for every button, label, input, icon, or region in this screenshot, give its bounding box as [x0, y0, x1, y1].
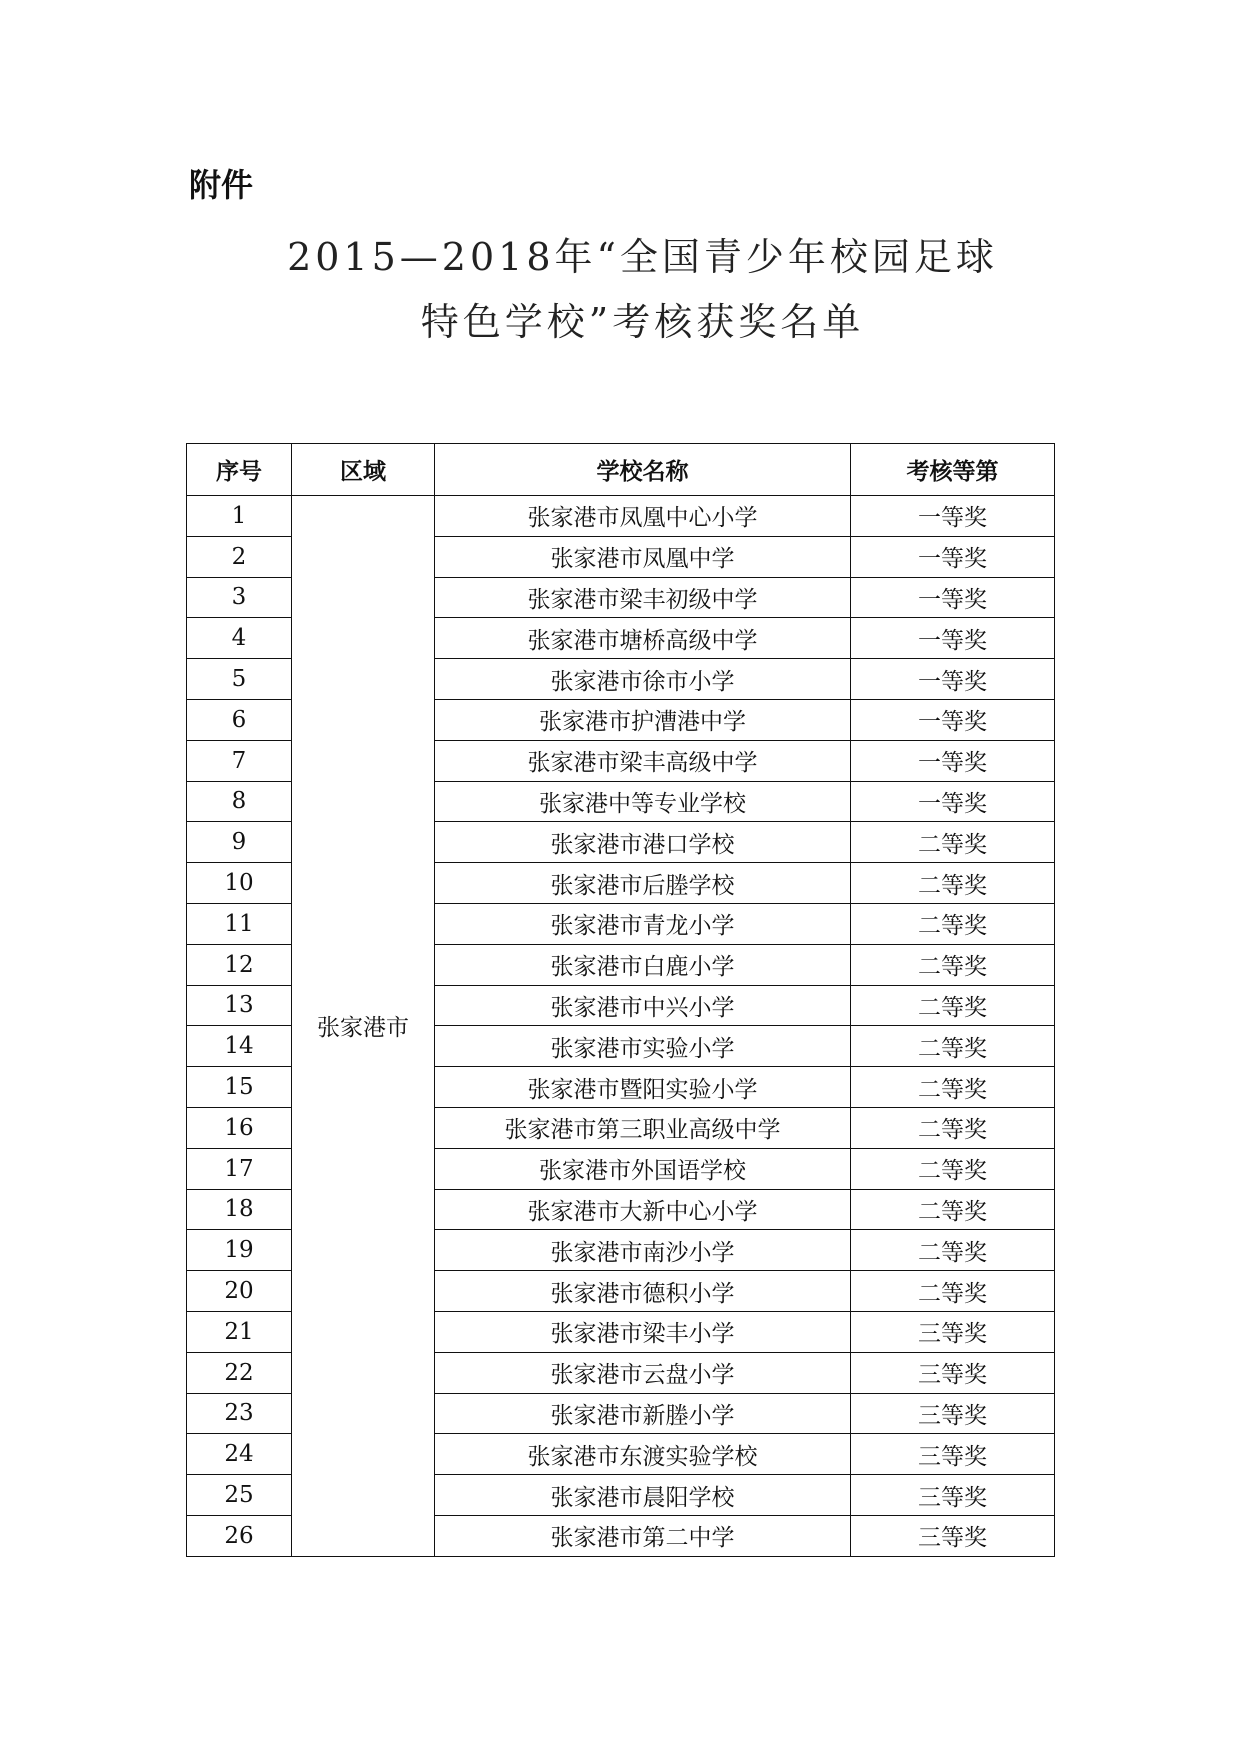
- row-grade: 三等奖: [851, 1352, 1055, 1393]
- row-grade: 一等奖: [851, 781, 1055, 822]
- row-serial-number: 8: [187, 781, 292, 822]
- row-grade: 三等奖: [851, 1434, 1055, 1475]
- row-school-name: 张家港市港口学校: [435, 822, 851, 863]
- row-grade: 一等奖: [851, 536, 1055, 577]
- row-school-name: 张家港市梁丰小学: [435, 1311, 851, 1352]
- row-grade: 一等奖: [851, 618, 1055, 659]
- row-school-name: 张家港市东渡实验学校: [435, 1434, 851, 1475]
- row-serial-number: 23: [187, 1393, 292, 1434]
- row-serial-number: 19: [187, 1230, 292, 1271]
- row-school-name: 张家港市第二中学: [435, 1515, 851, 1556]
- row-grade: 一等奖: [851, 577, 1055, 618]
- row-school-name: 张家港市中兴小学: [435, 985, 851, 1026]
- row-school-name: 张家港市南沙小学: [435, 1230, 851, 1271]
- row-school-name: 张家港市第三职业高级中学: [435, 1107, 851, 1148]
- row-grade: 二等奖: [851, 944, 1055, 985]
- row-school-name: 张家港市徐市小学: [435, 659, 851, 700]
- row-grade: 二等奖: [851, 1107, 1055, 1148]
- row-school-name: 张家港市塘桥高级中学: [435, 618, 851, 659]
- header-school-name: 学校名称: [435, 444, 851, 496]
- row-grade: 一等奖: [851, 496, 1055, 537]
- header-grade: 考核等第: [851, 444, 1055, 496]
- row-grade: 二等奖: [851, 1271, 1055, 1312]
- row-school-name: 张家港中等专业学校: [435, 781, 851, 822]
- row-grade: 二等奖: [851, 985, 1055, 1026]
- row-grade: 二等奖: [851, 1230, 1055, 1271]
- row-school-name: 张家港市新塍小学: [435, 1393, 851, 1434]
- row-serial-number: 24: [187, 1434, 292, 1475]
- row-serial-number: 12: [187, 944, 292, 985]
- row-serial-number: 6: [187, 699, 292, 740]
- row-serial-number: 18: [187, 1189, 292, 1230]
- row-grade: 三等奖: [851, 1475, 1055, 1516]
- row-serial-number: 1: [187, 496, 292, 537]
- row-grade: 二等奖: [851, 863, 1055, 904]
- row-school-name: 张家港市云盘小学: [435, 1352, 851, 1393]
- row-serial-number: 4: [187, 618, 292, 659]
- row-grade: 三等奖: [851, 1393, 1055, 1434]
- row-school-name: 张家港市青龙小学: [435, 903, 851, 944]
- row-serial-number: 14: [187, 1026, 292, 1067]
- row-grade: 二等奖: [851, 822, 1055, 863]
- row-school-name: 张家港市德积小学: [435, 1271, 851, 1312]
- row-school-name: 张家港市暨阳实验小学: [435, 1067, 851, 1108]
- row-grade: 二等奖: [851, 1189, 1055, 1230]
- row-school-name: 张家港市后塍学校: [435, 863, 851, 904]
- row-grade: 三等奖: [851, 1515, 1055, 1556]
- row-grade: 一等奖: [851, 740, 1055, 781]
- header-serial-number: 序号: [187, 444, 292, 496]
- row-school-name: 张家港市实验小学: [435, 1026, 851, 1067]
- row-school-name: 张家港市护漕港中学: [435, 699, 851, 740]
- row-serial-number: 13: [187, 985, 292, 1026]
- row-school-name: 张家港市凤凰中心小学: [435, 496, 851, 537]
- row-grade: 三等奖: [851, 1311, 1055, 1352]
- row-school-name: 张家港市白鹿小学: [435, 944, 851, 985]
- row-grade: 二等奖: [851, 1067, 1055, 1108]
- row-grade: 一等奖: [851, 699, 1055, 740]
- row-grade: 二等奖: [851, 1026, 1055, 1067]
- row-serial-number: 2: [187, 536, 292, 577]
- row-serial-number: 16: [187, 1107, 292, 1148]
- row-grade: 一等奖: [851, 659, 1055, 700]
- awards-table: [186, 443, 1055, 1557]
- row-school-name: 张家港市大新中心小学: [435, 1189, 851, 1230]
- row-serial-number: 25: [187, 1475, 292, 1516]
- row-serial-number: 20: [187, 1271, 292, 1312]
- region-cell: 张家港市: [292, 496, 435, 1557]
- row-serial-number: 26: [187, 1515, 292, 1556]
- row-serial-number: 22: [187, 1352, 292, 1393]
- row-serial-number: 5: [187, 659, 292, 700]
- document-title-line-2: 特色学校”考核获奖名单: [420, 300, 865, 344]
- row-school-name: 张家港市梁丰高级中学: [435, 740, 851, 781]
- table-header-row: [187, 444, 1055, 496]
- header-region: 区域: [292, 444, 435, 496]
- attachment-label: 附件: [189, 166, 254, 204]
- row-serial-number: 3: [187, 577, 292, 618]
- row-grade: 二等奖: [851, 1148, 1055, 1189]
- row-school-name: 张家港市晨阳学校: [435, 1475, 851, 1516]
- table-row: [187, 496, 1055, 537]
- table-body: [187, 496, 1055, 1557]
- row-serial-number: 21: [187, 1311, 292, 1352]
- row-serial-number: 9: [187, 822, 292, 863]
- row-serial-number: 17: [187, 1148, 292, 1189]
- row-grade: 二等奖: [851, 903, 1055, 944]
- row-serial-number: 10: [187, 863, 292, 904]
- row-school-name: 张家港市凤凰中学: [435, 536, 851, 577]
- row-serial-number: 7: [187, 740, 292, 781]
- document-title-line-1: 2015—2018年“全国青少年校园足球: [287, 235, 998, 279]
- row-school-name: 张家港市外国语学校: [435, 1148, 851, 1189]
- row-serial-number: 11: [187, 903, 292, 944]
- row-serial-number: 15: [187, 1067, 292, 1108]
- row-school-name: 张家港市梁丰初级中学: [435, 577, 851, 618]
